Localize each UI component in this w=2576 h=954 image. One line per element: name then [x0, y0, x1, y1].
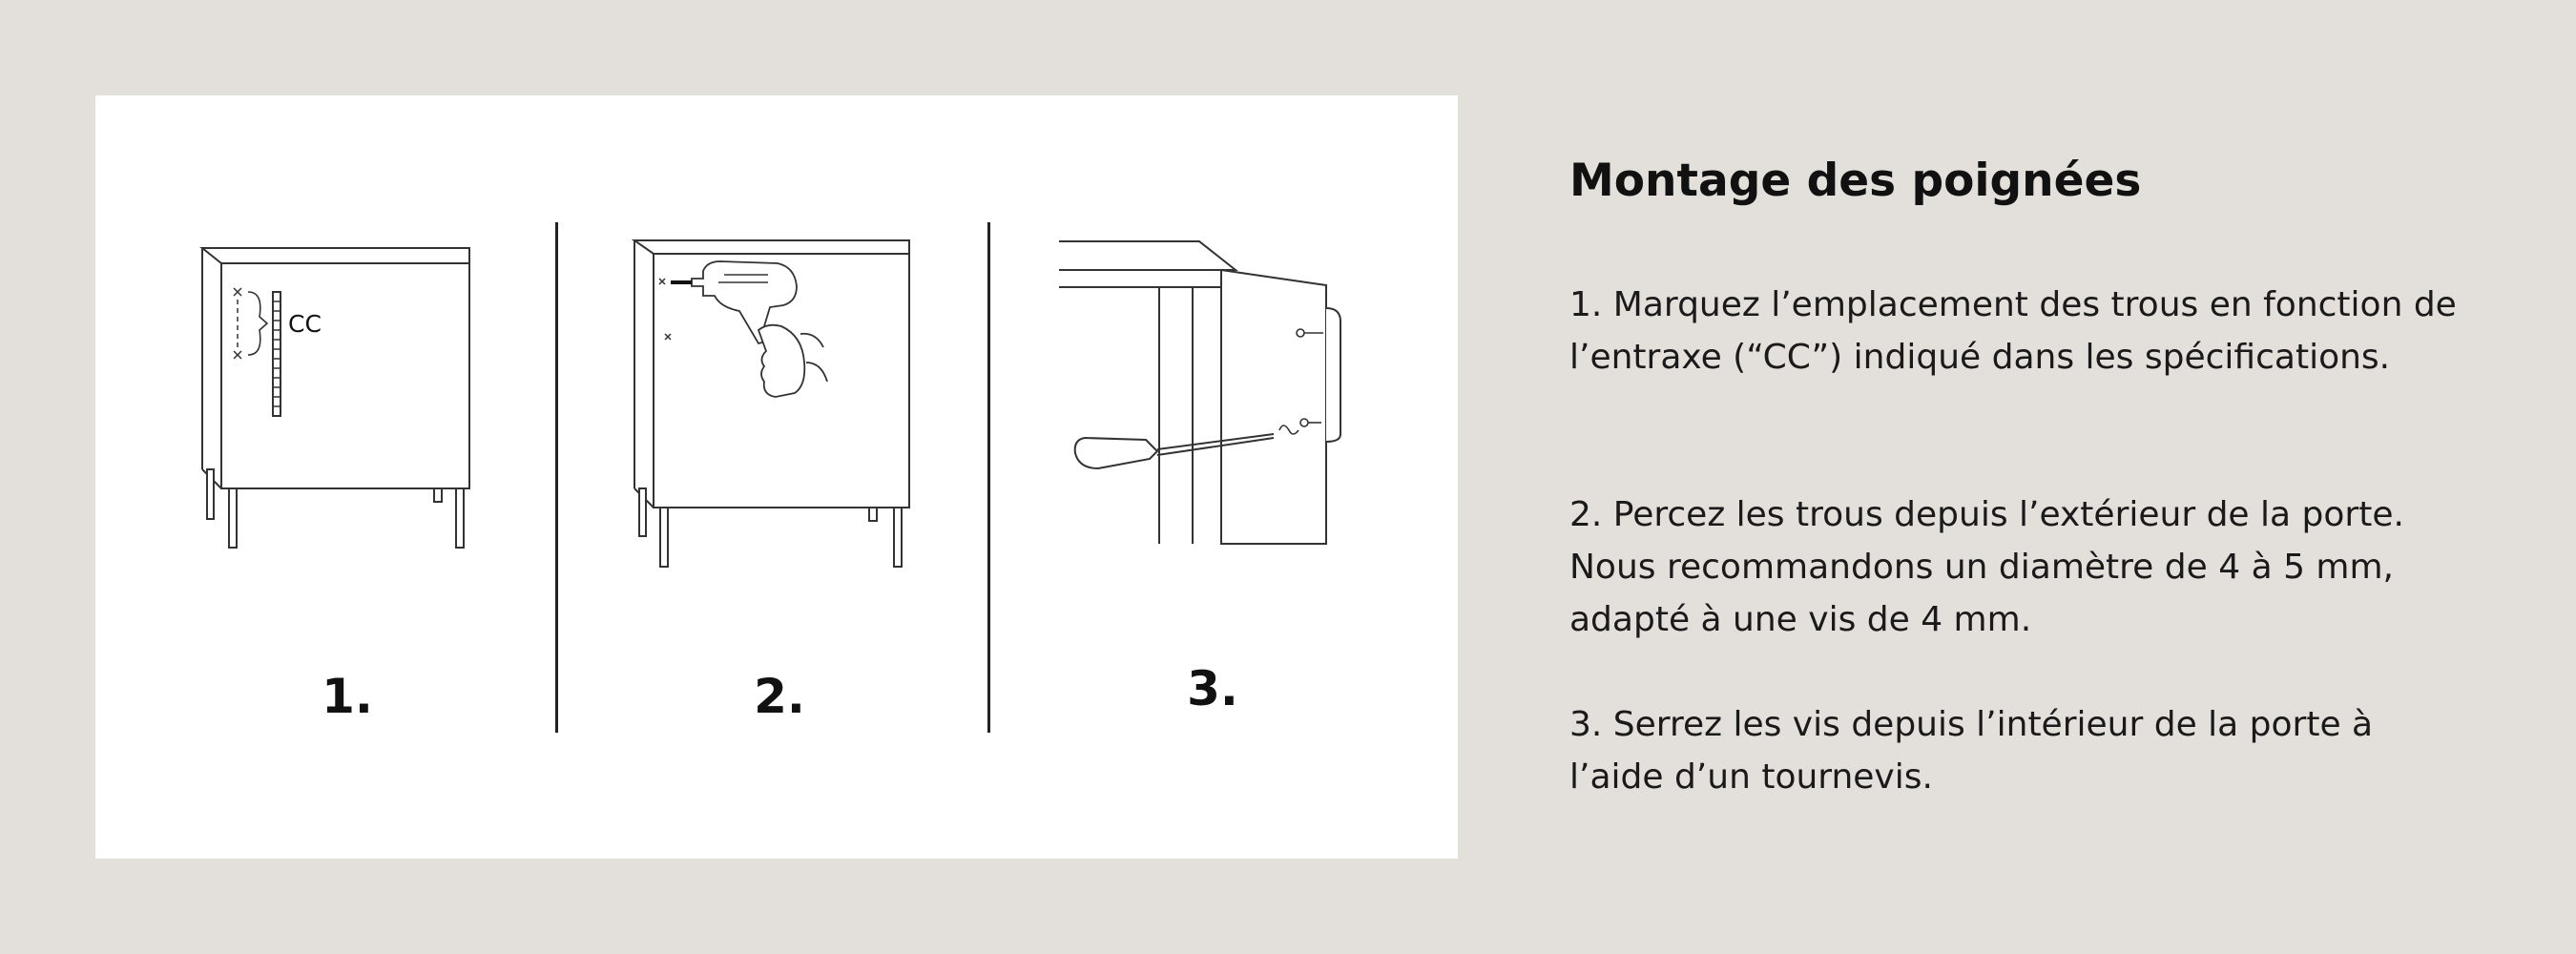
instruction-step-2: 2. Percez les trous depuis l’extérieur de la porte. Nous recommandons un diamètre de 4 à 5 mm, adapté à une vis de 4 mm. [1569, 495, 2404, 639]
step-2-label: 2. [754, 669, 805, 724]
step-1-illustration [191, 229, 496, 591]
step-3-label: 3. [1187, 661, 1238, 716]
step-3-illustration [1054, 234, 1360, 549]
instruction-step-3: 3. Serrez les vis depuis l’intérieur de la porte à l’aide d’un tournevis. [1569, 705, 2374, 797]
cc-label: CC [288, 310, 322, 338]
cabinet-marking-drawing [191, 229, 496, 591]
divider-1 [555, 222, 558, 733]
screwing-drawing [1054, 234, 1360, 549]
illustration-panel [95, 95, 1458, 859]
drilling-drawing [625, 219, 930, 601]
instruction-step-1: 1. Marquez l’emplacement des trous en fonction de l’entraxe (“CC”) indiqué dans les spécifications. [1569, 285, 2457, 377]
step-2-illustration [625, 219, 930, 601]
divider-2 [987, 222, 990, 733]
step-1-label: 1. [322, 669, 373, 724]
page-title: Montage des poignées [1569, 155, 2142, 207]
